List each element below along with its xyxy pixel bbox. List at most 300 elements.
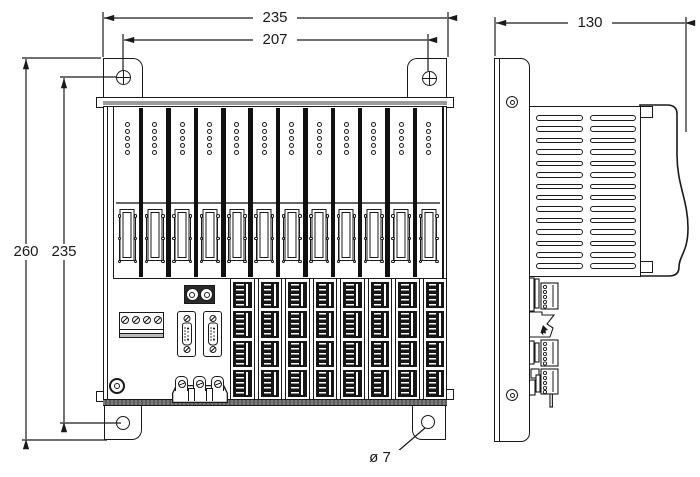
- vent-slot-icon: [536, 161, 583, 167]
- vent-slot-icon: [536, 149, 583, 155]
- terminal-dot-icon: [309, 214, 313, 218]
- led-indicator-icon: [207, 143, 212, 148]
- ground-screw-icon: [109, 378, 125, 394]
- terminal-dot-icon: [227, 214, 231, 218]
- led-indicator-icon: [289, 122, 294, 127]
- module-slot: [226, 108, 249, 277]
- led-indicator-icon: [262, 129, 267, 134]
- terminal-slot: [123, 212, 132, 258]
- led-column: [207, 122, 212, 155]
- terminal-dot-icon: [161, 237, 165, 241]
- led-indicator-icon: [207, 129, 212, 134]
- terminal-connector-block: [343, 311, 362, 338]
- module-terminal-section: [171, 202, 194, 277]
- terminal-dot-icon: [271, 260, 275, 264]
- terminal-dot-column: [227, 214, 231, 263]
- terminal-dot-icon: [254, 237, 258, 241]
- terminal-slot: [424, 212, 433, 258]
- terminal-dot-icon: [364, 214, 368, 218]
- terminal-dot-column: [243, 214, 247, 263]
- terminal-slot: [315, 212, 324, 258]
- module-terminal-section: [335, 202, 358, 277]
- terminal-dot-icon: [326, 214, 330, 218]
- led-indicator-icon: [180, 143, 185, 148]
- led-column: [180, 122, 185, 155]
- dsub-pin: [210, 330, 212, 332]
- cable-clamp-slot: [206, 388, 213, 401]
- terminal-dot-icon: [118, 214, 122, 218]
- vent-slot-icon: [536, 126, 583, 132]
- terminal-dot-column: [364, 214, 368, 263]
- terminal-slot: [397, 212, 406, 258]
- led-indicator-icon: [207, 136, 212, 141]
- vent-slot-icon: [590, 241, 637, 247]
- led-indicator-icon: [234, 129, 239, 134]
- terminal-dot-icon: [435, 237, 439, 241]
- led-indicator-icon: [399, 136, 404, 141]
- led-indicator-icon: [180, 122, 185, 127]
- led-indicator-icon: [125, 143, 130, 148]
- led-indicator-icon: [207, 122, 212, 127]
- dsub-pin: [187, 328, 189, 330]
- led-indicator-icon: [317, 143, 322, 148]
- terminal-connector-block: [426, 311, 445, 338]
- led-indicator-icon: [180, 136, 185, 141]
- terminal-slot: [205, 212, 214, 258]
- terminal-dot-icon: [391, 237, 395, 241]
- terminal-slot: [260, 212, 269, 258]
- module-terminal-section: [390, 202, 413, 277]
- terminal-dot-icon: [145, 214, 149, 218]
- terminal-connector-block: [371, 282, 390, 309]
- terminal-dot-icon: [282, 237, 286, 241]
- terminal-dot-icon: [243, 237, 247, 241]
- terminal-connector-block: [343, 282, 362, 309]
- led-indicator-icon: [125, 129, 130, 134]
- connector-column: [230, 278, 255, 400]
- terminal-dot-icon: [243, 260, 247, 264]
- dsub-pin: [187, 331, 189, 333]
- terminal-connector-block: [233, 282, 252, 309]
- terminal-dot-icon: [337, 237, 341, 241]
- terminal-connector-block: [316, 341, 335, 368]
- led-indicator-icon: [289, 143, 294, 148]
- screw-icon: [121, 316, 129, 324]
- vent-slot-icon: [590, 184, 637, 190]
- terminal-connector-block: [261, 311, 280, 338]
- vent-slot-icon: [590, 172, 637, 178]
- vent-slot-icon: [536, 115, 583, 121]
- led-indicator-icon: [344, 122, 349, 127]
- led-indicator-icon: [152, 150, 157, 155]
- terminal-dot-icon: [353, 214, 357, 218]
- backplate-inner-edge-left: [107, 99, 108, 404]
- terminal-connector-block: [261, 370, 280, 397]
- led-indicator-icon: [180, 129, 185, 134]
- terminal-connector-block: [398, 282, 417, 309]
- terminal-connector-block: [426, 370, 445, 397]
- module-terminal-section: [226, 202, 249, 277]
- vent-slot-icon: [536, 218, 583, 224]
- vent-slot-icon: [536, 263, 583, 269]
- terminal-dot-icon: [282, 214, 286, 218]
- connector-column: [423, 278, 448, 400]
- screw-icon: [154, 316, 162, 324]
- screw-icon: [209, 315, 216, 322]
- terminal-dot-icon: [271, 214, 275, 218]
- terminal-dot-icon: [282, 260, 286, 264]
- terminal-dot-column: [391, 214, 395, 263]
- terminal-dot-icon: [391, 214, 395, 218]
- terminal-dot-icon: [391, 260, 395, 264]
- led-indicator-icon: [125, 150, 130, 155]
- connector-column: [395, 278, 420, 400]
- terminal-dot-icon: [298, 237, 302, 241]
- module-terminal-section: [362, 202, 385, 277]
- round-connector-icon: [200, 288, 213, 301]
- screw-icon: [209, 346, 216, 353]
- housing-notch-top: [640, 106, 653, 118]
- terminal-dot-column: [353, 214, 357, 263]
- terminal-dot-icon: [435, 260, 439, 264]
- module-terminal-section: [253, 202, 276, 277]
- dsub-connector-2: [203, 311, 222, 357]
- terminal-connector-block: [371, 311, 390, 338]
- led-column: [125, 122, 130, 155]
- vent-slot-icon: [590, 138, 637, 144]
- terminal-connector-block: [343, 341, 362, 368]
- cable-clamp-icon: [175, 376, 188, 391]
- terminal-dot-icon: [134, 260, 138, 264]
- terminal-dot-icon: [298, 214, 302, 218]
- power-terminal-block: [119, 312, 164, 338]
- vent-slot-icon: [536, 241, 583, 247]
- housing-curved-front: [639, 103, 692, 281]
- module-slot: [335, 108, 358, 277]
- terminal-dot-column: [118, 214, 122, 263]
- terminal-dot-icon: [419, 214, 423, 218]
- terminal-dot-icon: [408, 260, 412, 264]
- terminal-dot-column: [326, 214, 330, 263]
- vent-slot-icon: [590, 161, 637, 167]
- terminal-slot: [232, 212, 241, 258]
- terminal-dot-icon: [408, 214, 412, 218]
- terminal-slot: [287, 212, 296, 258]
- terminal-dot-icon: [172, 237, 176, 241]
- led-indicator-icon: [371, 136, 376, 141]
- terminal-dot-column: [309, 214, 313, 263]
- terminal-connector-block: [261, 341, 280, 368]
- dsub-pin: [187, 335, 189, 337]
- mounting-hole-bottom-right: [421, 415, 435, 429]
- terminal-connector-block: [316, 370, 335, 397]
- terminal-dot-column: [145, 214, 149, 263]
- led-indicator-icon: [317, 122, 322, 127]
- dsub-pin: [210, 339, 212, 341]
- dsub-pin: [213, 335, 215, 337]
- terminal-connector-block: [233, 311, 252, 338]
- vent-slot-icon: [536, 229, 583, 235]
- terminal-dot-column: [200, 214, 204, 263]
- led-indicator-icon: [426, 136, 431, 141]
- dim-height-overall: 260: [6, 244, 46, 260]
- led-indicator-icon: [180, 150, 185, 155]
- led-indicator-icon: [152, 129, 157, 134]
- terminal-dot-icon: [435, 214, 439, 218]
- dsub-pin: [210, 336, 212, 338]
- terminal-dot-column: [337, 214, 341, 263]
- terminal-dot-icon: [309, 237, 313, 241]
- terminal-dot-column: [282, 214, 286, 263]
- module-slot: [171, 108, 194, 277]
- terminal-connector-grid: [230, 278, 447, 400]
- terminal-dot-icon: [118, 260, 122, 264]
- terminal-connector-block: [233, 341, 252, 368]
- vent-slots: [536, 115, 636, 269]
- led-indicator-icon: [371, 150, 376, 155]
- dim-hole-pitch-horizontal: 207: [253, 32, 297, 48]
- module-slot: [280, 108, 303, 277]
- terminal-dot-icon: [419, 237, 423, 241]
- vent-slot-icon: [590, 229, 637, 235]
- vent-slot-icon: [536, 138, 583, 144]
- led-column: [371, 122, 376, 155]
- side-tab-right-top: [446, 97, 454, 108]
- terminal-dot-icon: [118, 237, 122, 241]
- led-indicator-icon: [426, 122, 431, 127]
- terminal-connector-block: [343, 370, 362, 397]
- dsub-pin: [184, 333, 186, 335]
- terminal-dot-icon: [353, 237, 357, 241]
- module-terminal-section: [116, 202, 139, 277]
- terminal-connector-block: [371, 341, 390, 368]
- dsub-pin: [210, 333, 212, 335]
- terminal-dot-icon: [380, 214, 384, 218]
- terminal-slot: [342, 212, 351, 258]
- panel-screw-icon: [506, 389, 518, 401]
- vent-column: [536, 115, 583, 269]
- connector-column: [368, 278, 393, 400]
- terminal-dot-column: [271, 214, 275, 263]
- terminal-dot-icon: [134, 214, 138, 218]
- module-terminal-section: [280, 202, 303, 277]
- terminal-dot-column: [134, 214, 138, 263]
- terminal-dot-icon: [216, 214, 220, 218]
- terminal-dot-icon: [309, 260, 313, 264]
- led-indicator-icon: [317, 129, 322, 134]
- led-column: [262, 122, 267, 155]
- terminal-connector-block: [288, 341, 307, 368]
- led-column: [289, 122, 294, 155]
- terminal-connector-block: [261, 282, 280, 309]
- terminal-dot-column: [380, 214, 384, 263]
- terminal-dot-column: [419, 214, 423, 263]
- terminal-connector-block: [426, 341, 445, 368]
- terminal-dot-column: [408, 214, 412, 263]
- dsub-pin: [184, 330, 186, 332]
- led-indicator-icon: [125, 122, 130, 127]
- module-slot: [116, 108, 139, 277]
- terminal-dot-icon: [227, 260, 231, 264]
- led-column: [152, 122, 157, 155]
- led-indicator-icon: [426, 143, 431, 148]
- module-terminal-section: [143, 202, 166, 277]
- led-column: [317, 122, 322, 155]
- terminal-dot-icon: [326, 260, 330, 264]
- terminal-dot-icon: [172, 260, 176, 264]
- vent-slot-icon: [590, 195, 637, 201]
- vent-slot-icon: [536, 184, 583, 190]
- terminal-dot-icon: [161, 214, 165, 218]
- dsub-pin: [213, 331, 215, 333]
- terminal-dot-icon: [326, 237, 330, 241]
- module-slot: [308, 108, 331, 277]
- led-indicator-icon: [125, 136, 130, 141]
- led-indicator-icon: [344, 150, 349, 155]
- module-terminal-section: [308, 202, 331, 277]
- terminal-connector-block: [398, 370, 417, 397]
- terminal-slot: [150, 212, 159, 258]
- led-indicator-icon: [371, 122, 376, 127]
- led-column: [344, 122, 349, 155]
- terminal-dot-icon: [200, 260, 204, 264]
- terminal-dot-column: [172, 214, 176, 263]
- terminal-connector-block: [398, 341, 417, 368]
- dim-hole-diameter: ø 7: [360, 450, 400, 466]
- led-indicator-icon: [234, 150, 239, 155]
- mounting-hole-bottom-left: [116, 416, 130, 430]
- terminal-dot-icon: [216, 260, 220, 264]
- terminal-dot-icon: [364, 237, 368, 241]
- dsub-pin: [213, 328, 215, 330]
- led-indicator-icon: [344, 129, 349, 134]
- module-slot: [198, 108, 221, 277]
- led-indicator-icon: [152, 143, 157, 148]
- terminal-dot-icon: [298, 260, 302, 264]
- module-slot: [390, 108, 413, 277]
- module-terminal-section: [198, 202, 221, 277]
- led-indicator-icon: [344, 143, 349, 148]
- terminal-dot-icon: [145, 237, 149, 241]
- led-indicator-icon: [207, 150, 212, 155]
- connector-column: [340, 278, 365, 400]
- terminal-connector-block: [233, 370, 252, 397]
- terminal-connector-block: [288, 311, 307, 338]
- terminal-dot-icon: [161, 260, 165, 264]
- terminal-dot-icon: [189, 260, 193, 264]
- led-indicator-icon: [426, 129, 431, 134]
- led-indicator-icon: [262, 143, 267, 148]
- dsub-connector-1: [177, 311, 196, 357]
- led-indicator-icon: [399, 150, 404, 155]
- terminal-connector-block: [288, 282, 307, 309]
- dsub-pin: [210, 327, 212, 329]
- screw-icon: [183, 315, 190, 322]
- terminal-connector-block: [316, 282, 335, 309]
- vent-column: [590, 115, 637, 269]
- bottom-rail: [103, 399, 447, 406]
- led-indicator-icon: [371, 129, 376, 134]
- terminal-dot-icon: [134, 237, 138, 241]
- vent-slot-icon: [590, 218, 637, 224]
- terminal-dot-icon: [189, 214, 193, 218]
- dim-depth: 130: [568, 15, 612, 31]
- vent-slot-icon: [590, 149, 637, 155]
- vent-slot-icon: [536, 172, 583, 178]
- terminal-dot-icon: [419, 260, 423, 264]
- led-indicator-icon: [289, 129, 294, 134]
- terminal-connector-block: [371, 370, 390, 397]
- terminal-connector-block: [398, 311, 417, 338]
- module-slot: [362, 108, 385, 277]
- led-indicator-icon: [289, 136, 294, 141]
- terminal-dot-icon: [243, 214, 247, 218]
- dsub-pin: [187, 339, 189, 341]
- round-connector-pair: [184, 285, 215, 304]
- side-tab-right-bottom: [446, 389, 454, 400]
- led-indicator-icon: [152, 122, 157, 127]
- led-column: [426, 122, 431, 155]
- led-indicator-icon: [317, 150, 322, 155]
- led-indicator-icon: [234, 143, 239, 148]
- led-column: [234, 122, 239, 155]
- terminal-slot: [178, 212, 187, 258]
- terminal-dot-icon: [227, 237, 231, 241]
- terminal-dot-column: [435, 214, 439, 263]
- terminal-dot-icon: [380, 237, 384, 241]
- round-connector-icon: [186, 288, 199, 301]
- connector-column: [258, 278, 283, 400]
- mounting-hole-top-left: [116, 70, 131, 85]
- module-slot: [417, 108, 440, 277]
- led-indicator-icon: [289, 150, 294, 155]
- terminal-dot-column: [189, 214, 193, 263]
- terminal-dot-icon: [408, 237, 412, 241]
- connector-column: [313, 278, 338, 400]
- vent-slot-icon: [590, 115, 637, 121]
- led-indicator-icon: [152, 136, 157, 141]
- terminal-connector-block: [288, 370, 307, 397]
- mounting-hole-top-right: [422, 71, 437, 86]
- terminal-dot-icon: [200, 237, 204, 241]
- dsub-9pin-icon: [208, 323, 218, 346]
- terminal-dot-icon: [254, 214, 258, 218]
- vent-slot-icon: [590, 206, 637, 212]
- module-row: [116, 108, 440, 277]
- terminal-dot-column: [254, 214, 258, 263]
- terminal-dot-icon: [364, 260, 368, 264]
- dsub-pin: [184, 336, 186, 338]
- vent-slot-icon: [536, 252, 583, 258]
- terminal-dot-column: [298, 214, 302, 263]
- led-indicator-icon: [344, 136, 349, 141]
- terminal-dot-column: [216, 214, 220, 263]
- led-indicator-icon: [262, 136, 267, 141]
- terminal-dot-icon: [145, 260, 149, 264]
- terminal-dot-icon: [189, 237, 193, 241]
- led-indicator-icon: [426, 150, 431, 155]
- terminal-connector-block: [316, 311, 335, 338]
- vent-slot-icon: [536, 195, 583, 201]
- module-terminal-section: [417, 202, 440, 277]
- terminal-dot-icon: [380, 260, 384, 264]
- terminal-dot-icon: [200, 214, 204, 218]
- connector-column: [285, 278, 310, 400]
- terminal-dot-icon: [353, 260, 357, 264]
- side-connector-stack: [526, 276, 564, 412]
- terminal-dot-icon: [337, 260, 341, 264]
- led-indicator-icon: [234, 136, 239, 141]
